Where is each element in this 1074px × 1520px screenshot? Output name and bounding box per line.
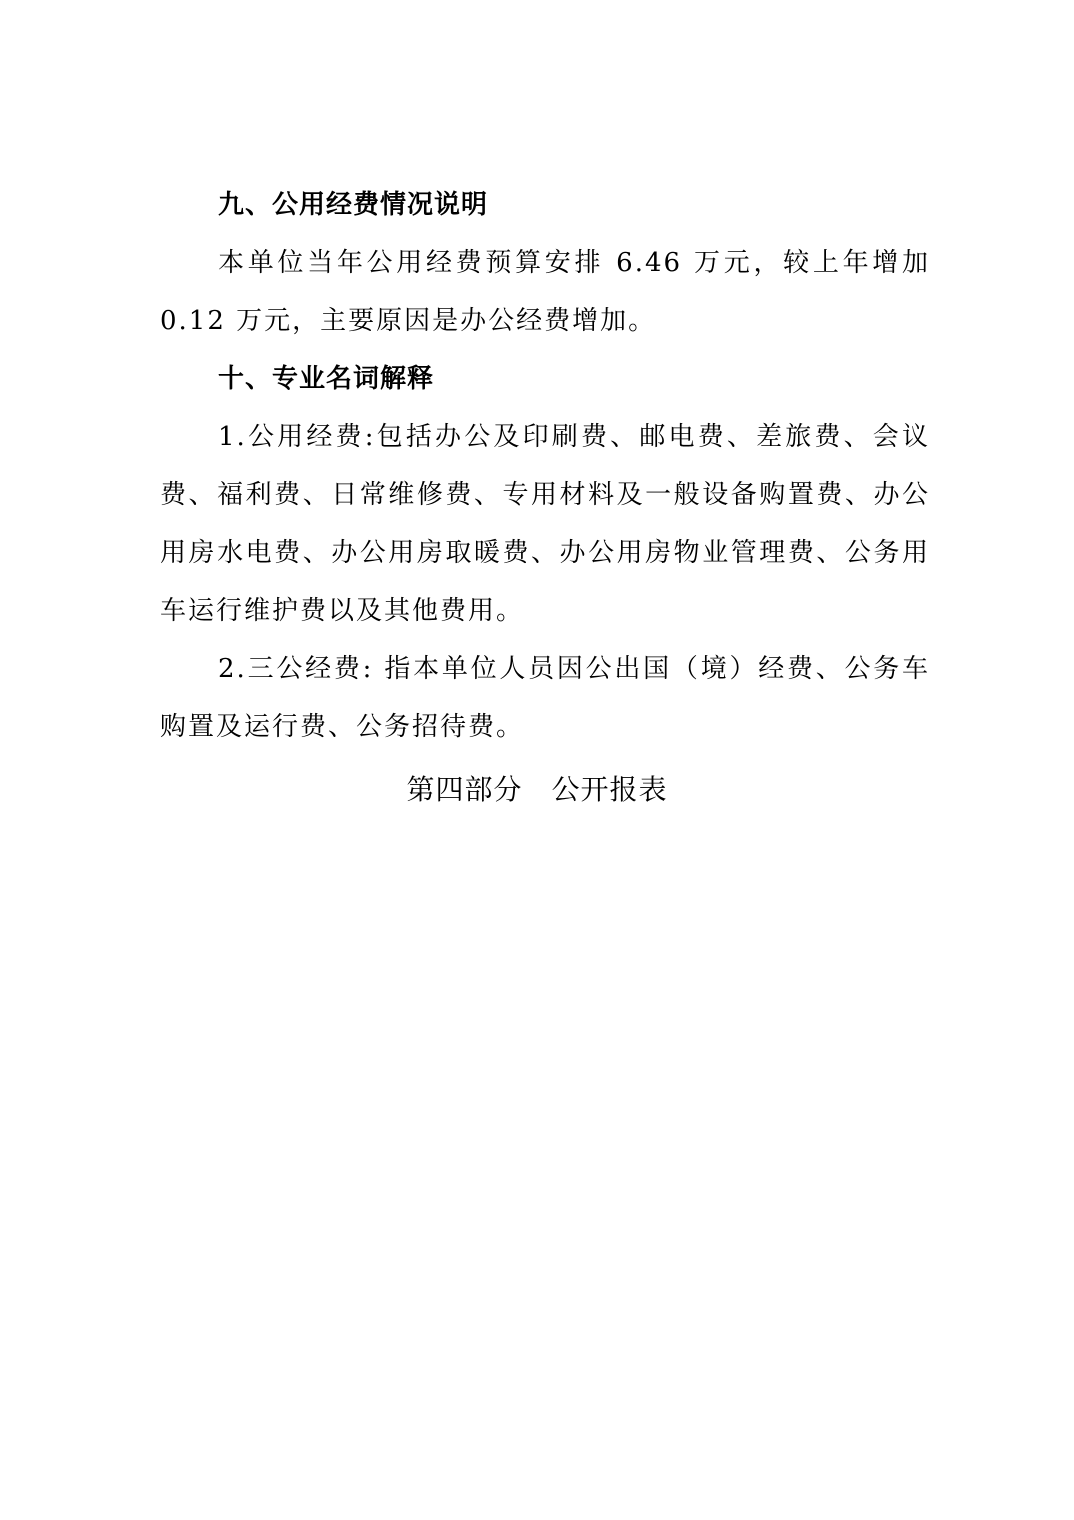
document-body <box>160 176 930 756</box>
definition-public-funds: 1.公用经费:包括办公及印刷费、邮电费、差旅费、会议费、福利费、日常维修费、专用材料及一般设备购置费、办公用房水电费、办公用房取暖费、办公用房物业管理费、公务用车运行维护费以及其他费用。 <box>160 422 930 626</box>
definition-three-public-expenses: 2.三公经费: 指本单位人员因公出国（境）经费、公务车购置及运行费、公务招待费。 <box>160 654 930 742</box>
section-10-heading: 十、专业名词解释 <box>218 364 435 394</box>
section-9-paragraph: 本单位当年公用经费预算安排 6.46 万元，较上年增加 0.12 万元，主要原因是办公经费增加。 <box>160 248 930 336</box>
part-4-title: 第四部分 公开报表 <box>406 773 668 806</box>
section-9-heading: 九、公用经费情况说明 <box>218 190 489 220</box>
